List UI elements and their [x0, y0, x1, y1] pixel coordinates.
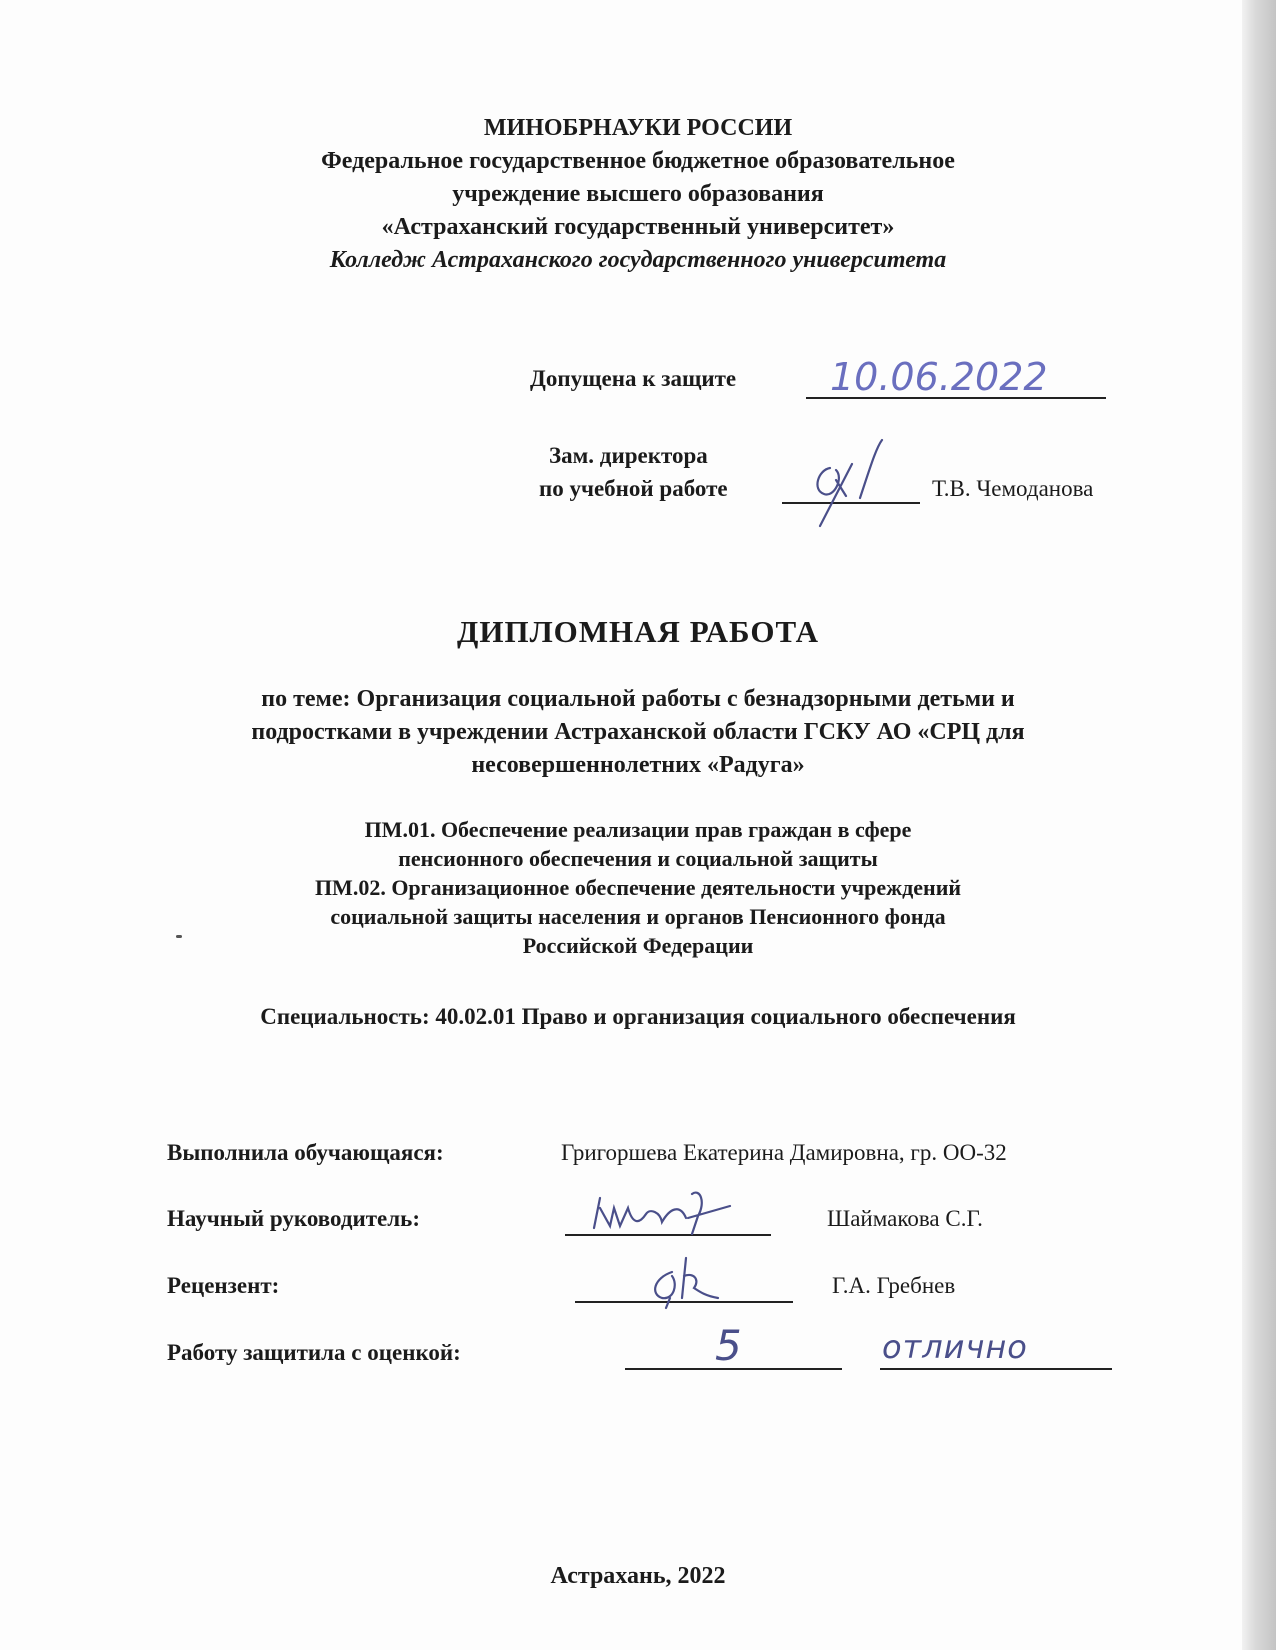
deputy-name: Т.В. Чемоданова [932, 476, 1094, 501]
theme-line-2: подростками в учреждении Астраханской области ГСКУ АО «СРЦ для [251, 719, 1025, 745]
scan-speck [176, 935, 182, 938]
institution-line-1: Федеральное государственное бюджетное образовательное [321, 148, 955, 174]
module-line-5: Российской Федерации [522, 933, 754, 958]
grade-value-text: 5 [715, 1321, 742, 1370]
grade-word-handwriting [882, 1320, 1112, 1370]
grade-word-text: отлично [882, 1328, 1028, 1366]
admitted-date-handwriting [830, 355, 1100, 399]
reviewer-signature-icon [640, 1250, 740, 1310]
scan-edge-shadow [1242, 0, 1276, 1650]
deputy-label-2: по учебной работе [539, 476, 728, 501]
supervisor-label: Научный руководитель: [167, 1206, 420, 1231]
module-line-2: пенсионного обеспечения и социальной защиты [398, 846, 878, 871]
module-line-1: ПМ.01. Обеспечение реализации прав граждан в сфере [364, 817, 912, 842]
admitted-label: Допущена к защите [530, 366, 737, 391]
ministry-heading: МИНОБРНАУКИ РОССИИ [483, 115, 793, 141]
student-value: Григоршева Екатерина Дамировна, гр. ОО-32 [561, 1140, 1007, 1165]
reviewer-label: Рецензент: [167, 1273, 280, 1298]
student-label: Выполнила обучающаяся: [167, 1140, 444, 1165]
supervisor-signature-icon [580, 1178, 780, 1238]
module-line-4: социальной защиты населения и органов Пенсионного фонда [330, 904, 946, 929]
specialty: Специальность: 40.02.01 Право и организация социального обеспечения [260, 1004, 1016, 1029]
supervisor-name: Шаймакова С.Г. [827, 1206, 983, 1231]
admitted-date-text: 10.06.2022 [830, 355, 1048, 399]
college-name: Колледж Астраханского государственного университета [329, 247, 947, 273]
city-year: Астрахань, 2022 [550, 1563, 726, 1589]
deputy-signature-icon [790, 428, 900, 528]
module-line-3: ПМ.02. Организационное обеспечение деятельности учреждений [314, 875, 962, 900]
theme-line-1: по теме: Организация социальной работы с безнадзорными детьми и [261, 686, 1015, 712]
reviewer-name: Г.А. Гребнев [832, 1273, 956, 1298]
document-title: ДИПЛОМНАЯ РАБОТА [457, 614, 819, 649]
deputy-label-1: Зам. директора [549, 443, 708, 468]
institution-line-3: «Астраханский государственный университет» [381, 214, 895, 240]
grade-value-handwriting [715, 1318, 775, 1368]
institution-line-2: учреждение высшего образования [452, 181, 824, 207]
grade-label: Работу защитила с оценкой: [167, 1340, 461, 1365]
theme-line-3: несовершеннолетних «Радуга» [471, 752, 805, 778]
